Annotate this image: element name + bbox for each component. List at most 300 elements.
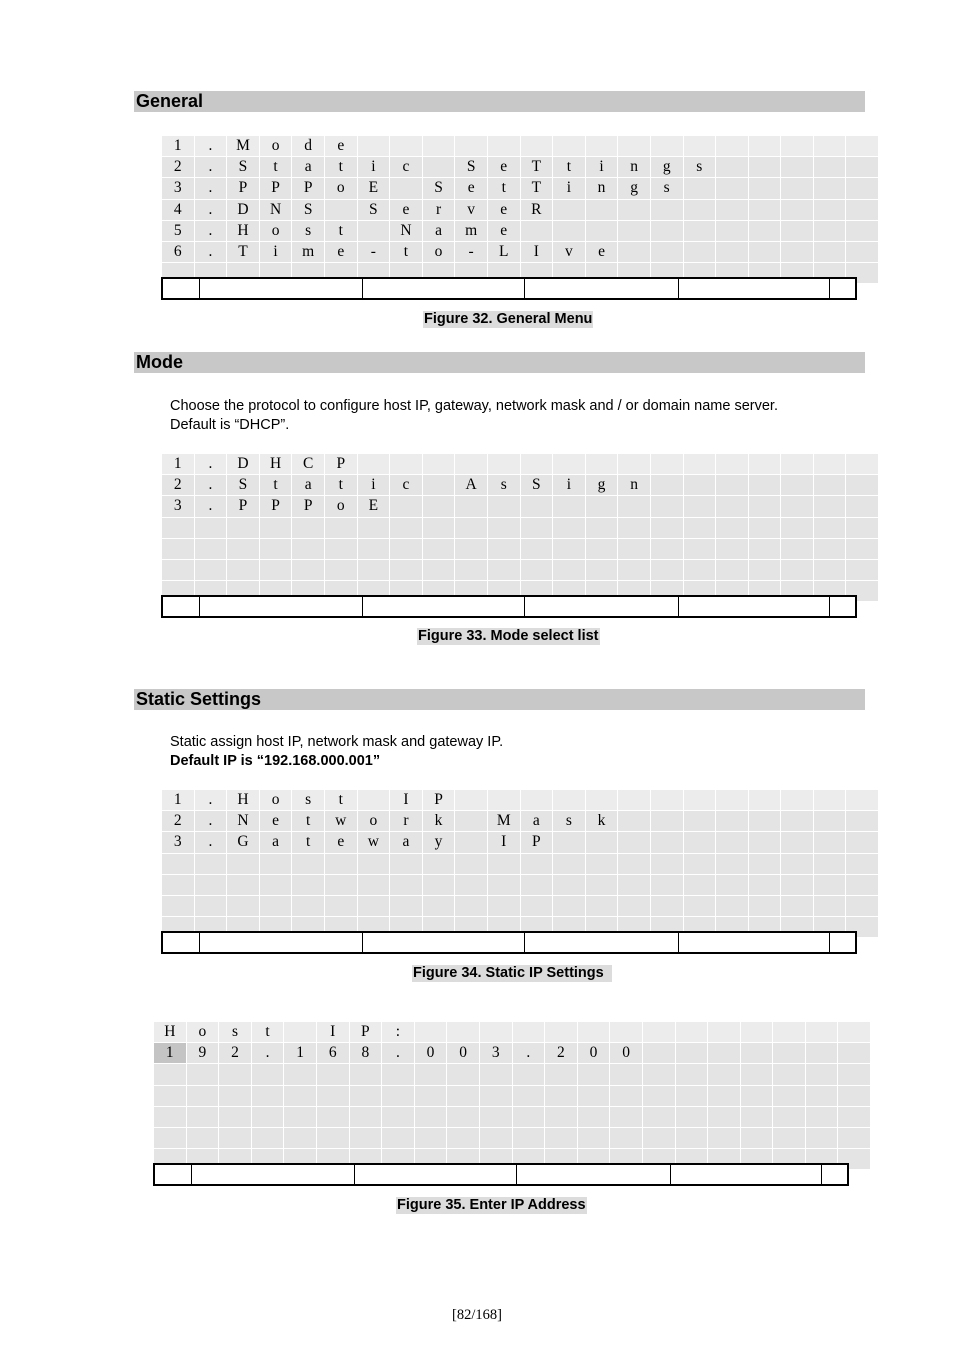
lcd-cell: 2 bbox=[162, 811, 195, 832]
lcd-cell: M bbox=[227, 136, 260, 157]
lcd-cell bbox=[422, 895, 455, 916]
lcd-cell bbox=[846, 241, 879, 262]
lcd-cell bbox=[642, 1127, 675, 1148]
lcd-cell bbox=[414, 1127, 447, 1148]
lcd-cell bbox=[512, 1022, 545, 1043]
lcd-cell: S bbox=[227, 157, 260, 178]
lcd-cell bbox=[577, 1085, 610, 1106]
lcd-cell bbox=[618, 220, 651, 241]
lcd-cell bbox=[650, 874, 683, 895]
lcd-cell: : bbox=[382, 1022, 415, 1043]
lcd-cell bbox=[642, 1064, 675, 1085]
lcd-row bbox=[162, 853, 879, 874]
lcd-cell bbox=[748, 538, 781, 559]
lcd-cell: k bbox=[422, 811, 455, 832]
lcd-cell bbox=[683, 496, 716, 517]
lcd-cell bbox=[553, 517, 586, 538]
lcd-cell bbox=[259, 874, 292, 895]
lcd-cell bbox=[577, 1127, 610, 1148]
lcd-cell bbox=[650, 895, 683, 916]
lcd-cell bbox=[545, 1106, 578, 1127]
lcd-cell bbox=[748, 496, 781, 517]
lcd-cell bbox=[773, 1085, 806, 1106]
lcd-cell: i bbox=[357, 157, 390, 178]
lcd-cell bbox=[194, 559, 227, 580]
lcd-cell bbox=[414, 1064, 447, 1085]
lcd-cell bbox=[708, 1064, 741, 1085]
lcd-cell: t bbox=[292, 832, 325, 853]
lcd-cell bbox=[292, 559, 325, 580]
lcd-cell bbox=[520, 454, 553, 475]
lcd-cell bbox=[650, 538, 683, 559]
lcd-cell bbox=[585, 517, 618, 538]
softkey-divider bbox=[678, 597, 679, 616]
lcd-cell: . bbox=[512, 1043, 545, 1064]
lcd-cell bbox=[357, 874, 390, 895]
lcd-cell bbox=[838, 1085, 871, 1106]
lcd-cell bbox=[838, 1022, 871, 1043]
lcd-cell: . bbox=[194, 496, 227, 517]
lcd-cell bbox=[316, 1106, 349, 1127]
lcd-row bbox=[162, 874, 879, 895]
lcd-cell: e bbox=[324, 136, 357, 157]
lcd-cell bbox=[716, 811, 749, 832]
lcd-cell bbox=[194, 517, 227, 538]
lcd-cell bbox=[716, 454, 749, 475]
lcd-cell: s bbox=[487, 475, 520, 496]
lcd-cell bbox=[813, 178, 846, 199]
lcd-cell bbox=[805, 1085, 838, 1106]
lcd-cell: 1 bbox=[162, 454, 195, 475]
lcd-cell bbox=[219, 1127, 252, 1148]
lcd-cell: 2 bbox=[219, 1043, 252, 1064]
lcd-cell: . bbox=[194, 790, 227, 811]
lcd-cell bbox=[846, 559, 879, 580]
lcd-cell bbox=[259, 559, 292, 580]
lcd-cell bbox=[324, 199, 357, 220]
softkey-divider bbox=[354, 1165, 355, 1184]
lcd-cell: c bbox=[390, 157, 423, 178]
lcd-cell bbox=[813, 559, 846, 580]
lcd-cell bbox=[813, 538, 846, 559]
lcd-cell bbox=[813, 832, 846, 853]
mode-default-line: Default is “DHCP”. bbox=[170, 417, 290, 433]
lcd-cell bbox=[618, 199, 651, 220]
lcd-cell: A bbox=[455, 475, 488, 496]
lcd-cell bbox=[748, 136, 781, 157]
lcd-cell bbox=[618, 496, 651, 517]
lcd-cell bbox=[675, 1106, 708, 1127]
lcd-cell: 9 bbox=[186, 1043, 219, 1064]
lcd-cell bbox=[748, 178, 781, 199]
lcd-cell: v bbox=[455, 199, 488, 220]
lcd-cell bbox=[683, 241, 716, 262]
lcd-cell: o bbox=[422, 241, 455, 262]
lcd-cell bbox=[683, 136, 716, 157]
lcd-cell: y bbox=[422, 832, 455, 853]
lcd-cell bbox=[553, 199, 586, 220]
lcd-cell bbox=[781, 157, 814, 178]
softkey-divider bbox=[362, 597, 363, 616]
lcd-row bbox=[162, 895, 879, 916]
lcd-cell bbox=[846, 517, 879, 538]
lcd-cell: k bbox=[585, 811, 618, 832]
lcd-cell bbox=[512, 1106, 545, 1127]
lcd-cell: 3 bbox=[162, 178, 195, 199]
lcd-cell bbox=[545, 1064, 578, 1085]
lcd-cell bbox=[683, 538, 716, 559]
lcd-cell bbox=[805, 1064, 838, 1085]
lcd-cell: t bbox=[553, 157, 586, 178]
lcd-cell bbox=[553, 559, 586, 580]
lcd-cell: P bbox=[259, 496, 292, 517]
lcd-cell bbox=[675, 1043, 708, 1064]
lcd-cell bbox=[805, 1022, 838, 1043]
figure-caption: Figure 33. Mode select list bbox=[418, 628, 599, 644]
lcd-cell: n bbox=[585, 178, 618, 199]
lcd-cell bbox=[781, 475, 814, 496]
lcd-cell bbox=[455, 874, 488, 895]
lcd-cell: t bbox=[324, 475, 357, 496]
lcd-cell bbox=[683, 517, 716, 538]
lcd-cell: P bbox=[324, 454, 357, 475]
lcd-cell bbox=[520, 790, 553, 811]
lcd-cell: - bbox=[455, 241, 488, 262]
lcd-cell bbox=[748, 241, 781, 262]
lcd-cell bbox=[585, 538, 618, 559]
lcd-cell: i bbox=[553, 178, 586, 199]
lcd-cell bbox=[422, 517, 455, 538]
lcd-row bbox=[162, 832, 879, 853]
lcd-cell bbox=[650, 517, 683, 538]
lcd-cell bbox=[577, 1022, 610, 1043]
lcd-cell bbox=[610, 1064, 643, 1085]
lcd-row bbox=[162, 496, 879, 517]
lcd-cell: N bbox=[390, 220, 423, 241]
lcd-cell: s bbox=[650, 178, 683, 199]
lcd-cell bbox=[520, 517, 553, 538]
lcd-cell bbox=[390, 136, 423, 157]
section-header-mode: Mode bbox=[134, 352, 865, 373]
lcd-cell bbox=[227, 853, 260, 874]
figure-caption: Figure 32. General Menu bbox=[424, 311, 593, 327]
lcd-cell bbox=[487, 496, 520, 517]
lcd-cell bbox=[748, 475, 781, 496]
lcd-cell bbox=[251, 1127, 284, 1148]
lcd-cell: H bbox=[227, 790, 260, 811]
lcd-cell bbox=[716, 874, 749, 895]
lcd-cell bbox=[357, 517, 390, 538]
lcd-cell bbox=[292, 517, 325, 538]
lcd-cell bbox=[781, 178, 814, 199]
lcd-cell bbox=[316, 1085, 349, 1106]
lcd-row bbox=[154, 1022, 871, 1043]
lcd-cell bbox=[773, 1127, 806, 1148]
lcd-cell bbox=[259, 853, 292, 874]
lcd-cell bbox=[292, 895, 325, 916]
lcd-cell: t bbox=[324, 157, 357, 178]
softkey-divider bbox=[678, 933, 679, 952]
lcd-cell bbox=[813, 517, 846, 538]
lcd-cell bbox=[520, 220, 553, 241]
lcd-cell bbox=[748, 454, 781, 475]
lcd-cell bbox=[324, 559, 357, 580]
lcd-cell bbox=[813, 157, 846, 178]
lcd-cell bbox=[324, 853, 357, 874]
lcd-cell bbox=[846, 178, 879, 199]
lcd-cell bbox=[716, 538, 749, 559]
lcd-cell bbox=[162, 895, 195, 916]
lcd-cell bbox=[553, 790, 586, 811]
lcd-cell bbox=[708, 1022, 741, 1043]
lcd-cell bbox=[390, 538, 423, 559]
lcd-cell bbox=[455, 517, 488, 538]
softkey-divider bbox=[191, 1165, 192, 1184]
lcd-cell bbox=[618, 874, 651, 895]
lcd-cell bbox=[748, 853, 781, 874]
lcd-cell: 1 bbox=[162, 790, 195, 811]
lcd-static-settings bbox=[161, 789, 857, 954]
lcd-cell bbox=[512, 1064, 545, 1085]
lcd-cell: . bbox=[194, 136, 227, 157]
lcd-cell bbox=[553, 895, 586, 916]
lcd-cell: n bbox=[618, 157, 651, 178]
lcd-row bbox=[154, 1106, 871, 1127]
lcd-cell bbox=[422, 538, 455, 559]
lcd-cell: . bbox=[194, 199, 227, 220]
lcd-cell bbox=[683, 832, 716, 853]
lcd-cell bbox=[390, 178, 423, 199]
lcd-cell bbox=[813, 220, 846, 241]
lcd-cell bbox=[748, 895, 781, 916]
lcd-cell bbox=[545, 1127, 578, 1148]
lcd-cell: I bbox=[487, 832, 520, 853]
lcd-cell: . bbox=[194, 178, 227, 199]
lcd-cell bbox=[316, 1127, 349, 1148]
lcd-cell bbox=[520, 853, 553, 874]
lcd-cell bbox=[447, 1106, 480, 1127]
lcd-cell: M bbox=[487, 811, 520, 832]
lcd-cell bbox=[251, 1106, 284, 1127]
lcd-cell bbox=[357, 895, 390, 916]
lcd-cell: i bbox=[357, 475, 390, 496]
mode-description bbox=[170, 397, 870, 435]
lcd-cell bbox=[357, 559, 390, 580]
lcd-cell bbox=[716, 136, 749, 157]
lcd-cell bbox=[487, 136, 520, 157]
lcd-cell: . bbox=[194, 241, 227, 262]
lcd-cell: i bbox=[585, 157, 618, 178]
lcd-cell: o bbox=[259, 220, 292, 241]
lcd-cell: o bbox=[259, 790, 292, 811]
lcd-cell bbox=[227, 517, 260, 538]
lcd-cell bbox=[162, 853, 195, 874]
lcd-cell bbox=[748, 811, 781, 832]
lcd-cell bbox=[781, 874, 814, 895]
softkey-divider bbox=[829, 933, 830, 952]
lcd-cell: g bbox=[650, 157, 683, 178]
lcd-cell bbox=[642, 1022, 675, 1043]
lcd-cell: e bbox=[487, 157, 520, 178]
lcd-cell bbox=[805, 1043, 838, 1064]
lcd-cell bbox=[838, 1043, 871, 1064]
lcd-cell bbox=[349, 1064, 382, 1085]
lcd-cell bbox=[610, 1106, 643, 1127]
lcd-cell bbox=[618, 853, 651, 874]
lcd-cell bbox=[846, 853, 879, 874]
lcd-cell bbox=[708, 1085, 741, 1106]
softkey-divider bbox=[516, 1165, 517, 1184]
softkey-divider bbox=[829, 597, 830, 616]
lcd-cell: S bbox=[520, 475, 553, 496]
lcd-mode-list bbox=[161, 453, 857, 618]
lcd-cell bbox=[284, 1064, 317, 1085]
lcd-cell bbox=[553, 454, 586, 475]
lcd-cell bbox=[154, 1106, 187, 1127]
lcd-cell bbox=[675, 1127, 708, 1148]
lcd-cell bbox=[846, 790, 879, 811]
lcd-cell bbox=[683, 454, 716, 475]
lcd-cell: H bbox=[154, 1022, 187, 1043]
lcd-cell bbox=[740, 1127, 773, 1148]
softkey-divider bbox=[524, 597, 525, 616]
figure-caption: Figure 35. Enter IP Address bbox=[397, 1197, 586, 1213]
lcd-cell bbox=[390, 559, 423, 580]
lcd-cell: S bbox=[357, 199, 390, 220]
lcd-cell bbox=[585, 832, 618, 853]
lcd-cell bbox=[748, 199, 781, 220]
lcd-cell bbox=[813, 136, 846, 157]
lcd-cell bbox=[390, 874, 423, 895]
lcd-cell bbox=[642, 1106, 675, 1127]
lcd-cell bbox=[846, 832, 879, 853]
lcd-cell bbox=[227, 538, 260, 559]
lcd-cell bbox=[781, 559, 814, 580]
lcd-cell bbox=[838, 1127, 871, 1148]
lcd-cell bbox=[683, 853, 716, 874]
lcd-cell: P bbox=[259, 178, 292, 199]
lcd-cell: I bbox=[390, 790, 423, 811]
lcd-cell: S bbox=[455, 157, 488, 178]
lcd-cell: w bbox=[324, 811, 357, 832]
lcd-row bbox=[162, 517, 879, 538]
lcd-cell bbox=[553, 874, 586, 895]
lcd-cell bbox=[487, 874, 520, 895]
softkey-divider bbox=[199, 279, 200, 298]
lcd-row bbox=[162, 157, 879, 178]
lcd-cell bbox=[610, 1127, 643, 1148]
lcd-cell: 2 bbox=[162, 475, 195, 496]
lcd-cell bbox=[422, 874, 455, 895]
lcd-cell: o bbox=[357, 811, 390, 832]
lcd-cell bbox=[781, 853, 814, 874]
lcd-cell: s bbox=[292, 790, 325, 811]
lcd-enter-ip bbox=[153, 1021, 849, 1186]
lcd-cell bbox=[716, 790, 749, 811]
lcd-cell bbox=[553, 832, 586, 853]
lcd-cell bbox=[773, 1106, 806, 1127]
lcd-cell bbox=[650, 220, 683, 241]
lcd-cell bbox=[487, 454, 520, 475]
lcd-cell bbox=[618, 895, 651, 916]
lcd-cell: L bbox=[487, 241, 520, 262]
lcd-cell bbox=[487, 517, 520, 538]
lcd-cell bbox=[846, 136, 879, 157]
lcd-cell bbox=[748, 220, 781, 241]
lcd-cell: a bbox=[390, 832, 423, 853]
lcd-row bbox=[162, 199, 879, 220]
lcd-cell: S bbox=[422, 178, 455, 199]
lcd-row bbox=[162, 538, 879, 559]
lcd-cell bbox=[316, 1064, 349, 1085]
lcd-cell bbox=[455, 454, 488, 475]
lcd-cell bbox=[357, 136, 390, 157]
lcd-cell bbox=[846, 157, 879, 178]
lcd-cell bbox=[708, 1127, 741, 1148]
static-description bbox=[170, 733, 870, 771]
lcd-cell bbox=[479, 1022, 512, 1043]
lcd-cell: t bbox=[324, 790, 357, 811]
lcd-cell bbox=[154, 1085, 187, 1106]
lcd-cell bbox=[227, 559, 260, 580]
lcd-cell: D bbox=[227, 199, 260, 220]
lcd-cell bbox=[781, 454, 814, 475]
lcd-row bbox=[162, 475, 879, 496]
lcd-cell: S bbox=[292, 199, 325, 220]
lcd-cell bbox=[186, 1085, 219, 1106]
lcd-cell bbox=[675, 1064, 708, 1085]
lcd-cell bbox=[781, 220, 814, 241]
lcd-cell bbox=[162, 559, 195, 580]
lcd-cell bbox=[251, 1085, 284, 1106]
lcd-cell bbox=[357, 220, 390, 241]
lcd-cell bbox=[520, 895, 553, 916]
lcd-cell bbox=[390, 496, 423, 517]
lcd-cell: T bbox=[227, 241, 260, 262]
lcd-cell bbox=[650, 559, 683, 580]
lcd-cell bbox=[716, 241, 749, 262]
lcd-cell bbox=[650, 853, 683, 874]
lcd-cell: I bbox=[520, 241, 553, 262]
lcd-cell: r bbox=[390, 811, 423, 832]
lcd-cell: t bbox=[487, 178, 520, 199]
lcd-cell bbox=[186, 1106, 219, 1127]
lcd-cell bbox=[219, 1085, 252, 1106]
section-header-general: General bbox=[134, 91, 865, 112]
lcd-cell: o bbox=[186, 1022, 219, 1043]
lcd-cell bbox=[813, 475, 846, 496]
page-number: [82/168] bbox=[452, 1307, 502, 1323]
lcd-cell bbox=[194, 538, 227, 559]
lcd-cell: P bbox=[227, 496, 260, 517]
lcd-cell bbox=[708, 1043, 741, 1064]
lcd-cell: . bbox=[251, 1043, 284, 1064]
lcd-cell: e bbox=[585, 241, 618, 262]
lcd-cell: T bbox=[520, 178, 553, 199]
lcd-cell bbox=[284, 1106, 317, 1127]
lcd-cell bbox=[716, 832, 749, 853]
lcd-cell: a bbox=[422, 220, 455, 241]
lcd-cell bbox=[487, 853, 520, 874]
softkey-divider bbox=[821, 1165, 822, 1184]
lcd-cell bbox=[259, 538, 292, 559]
static-default-line: Default IP is “192.168.000.001” bbox=[170, 753, 381, 769]
lcd-cell bbox=[357, 790, 390, 811]
lcd-cell bbox=[455, 136, 488, 157]
lcd-cell bbox=[520, 538, 553, 559]
lcd-cell bbox=[585, 199, 618, 220]
lcd-cell: e bbox=[259, 811, 292, 832]
